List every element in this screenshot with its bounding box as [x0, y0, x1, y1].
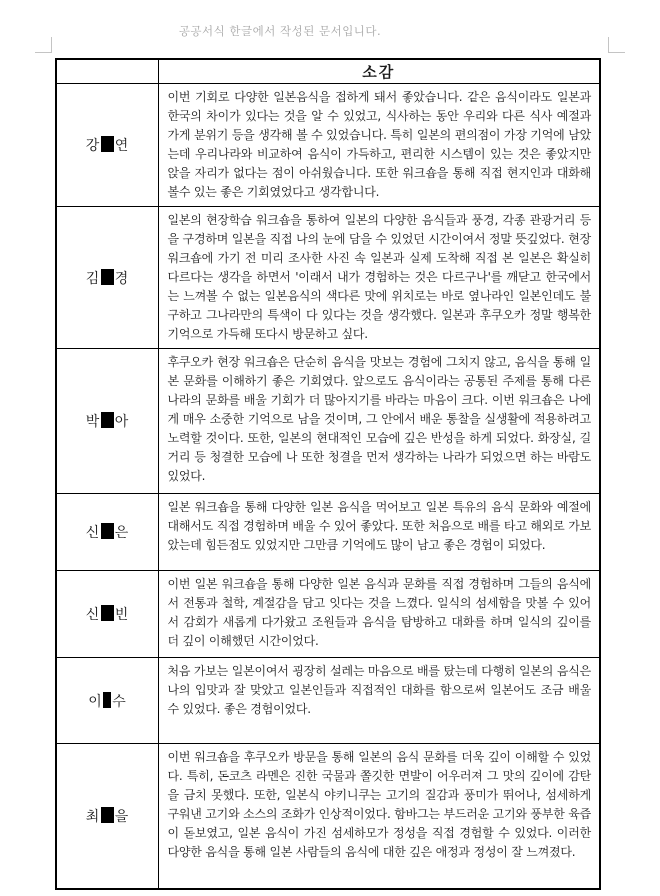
- document-source-note: 공공서식 한글에서 작성된 문서입니다.: [178, 24, 382, 38]
- table-row: [56, 571, 600, 658]
- page-corner-mark-left: [35, 37, 52, 53]
- name-text: 경: [114, 270, 129, 287]
- redaction-box: [101, 412, 114, 428]
- table-row: [56, 349, 600, 494]
- name-text: 빈: [114, 607, 129, 623]
- reflection-text: 후쿠오카 현장 워크숍은 단순히 음식을 맛보는 경험에 그치지 않고, 음식을 통해 일본 문화를 이해하기 좋은 기회였다. 앞으로도 음식이라는 공통된 주제를 통해 다른 나라의 문화를 배울 기회가 더 많아지기를 바라는 마음이 크다. 이번 워크숍은 나에게 매우 소중한 기억으로 남을 것이며, 그 안에서 배운 통찰을 실생활에 적용하려고 노력할 것이다. 또한, 일본의 현대적인 모습에 깊은 반성을 하게 되었다. 화장실, 길거리 등 청결한 모습에 나 또한 청결을 먼저 생각하는 나라가 되었으면 하는 바람도 있었다.: [158, 349, 600, 494]
- table-row: [56, 207, 600, 349]
- name-text: 신: [85, 607, 100, 623]
- name-text: 김: [85, 270, 100, 287]
- table-row: [56, 744, 600, 889]
- student-name: [56, 744, 158, 889]
- redaction-box: [103, 692, 111, 708]
- student-name: [56, 207, 158, 349]
- reflection-text: 처음 가보는 일본이여서 굉장히 설레는 마음으로 배를 탔는데 다행히 일본의 음식은 나의 입맛과 잘 맞았고 일본인들과 직접적인 대화를 함으로써 일본어도 조금 배울 수 있었다. 좋은 경험이었다.: [158, 658, 600, 744]
- name-text: 신: [85, 525, 100, 541]
- reflection-text: 이번 워크숍을 후쿠오카 방문을 통해 일본의 음식 문화를 더욱 깊이 이해할 수 있었다. 특히, 돈코츠 라멘은 진한 국물과 쫄깃한 면발이 어우러져 그 맛의 깊이에 감탄을 금치 못했다. 또한, 일본식 야키니쿠는 고기의 질감과 풍미가 뛰어나, 섬세하게 구워낸 고기와 소스의 조화가 인상적이었다. 함바그는 부드러운 고기와 풍부한 육즙이 돋보였고, 일본 음식이 가진 섬세하모가 정성을 직접 경험할 수 있었다. 이러한 다양한 음식을 통해 일본 사람들의 음식에 대한 깊은 애정과 정성이 잘 느껴졌다.: [158, 744, 600, 889]
- redaction-box: [101, 136, 114, 152]
- name-text: 박: [85, 414, 100, 430]
- table-row: [56, 84, 600, 207]
- redaction-box: [101, 605, 114, 621]
- redaction-box: [101, 807, 114, 823]
- name-text: 수: [112, 693, 127, 710]
- header-empty-cell: [56, 59, 158, 84]
- student-name: [56, 658, 158, 744]
- name-text: 이: [88, 693, 103, 710]
- name-text: 을: [114, 808, 129, 825]
- table-header-row: [56, 59, 600, 84]
- name-text: 최: [85, 808, 100, 825]
- student-name: [56, 571, 158, 658]
- student-name: [56, 84, 158, 207]
- redaction-box: [101, 523, 114, 539]
- page-corner-mark-right: [608, 37, 625, 53]
- reflection-text: 이번 일본 워크숍을 통해 다양한 일본 음식과 문화를 직접 경험하며 그들의 음식에서 전통과 철학, 계절감을 담고 잇다는 것을 느꼈다. 일식의 섬세함을 맛볼 수 있어서 감회가 새롭게 다가왔고 조원들과 음식을 탐방하고 대화를 하며 일식의 깊이를 더 깊이 이해했던 시간이었다.: [158, 571, 600, 658]
- name-text: 아: [114, 414, 129, 430]
- reflection-text: 이번 기회로 다양한 일본음식을 접하게 돼서 좋았습니다. 같은 음식이라도 일본과 한국의 차이가 있다는 것을 알 수 있었고, 식사하는 동안 우리와 다른 식사 예절과 가게 분위기 등을 생각해 볼 수 있었습니다. 특히 일본의 편의점이 가장 기억에 남았는데 우리나라와 비교하여 음식이 가득하고, 편리한 시스템이 있는 것은 좋았지만 앉을 자리가 없다는 점이 아쉬웠습니다. 또한 워크숍을 통해 직접 현지인과 대화해 볼수 있는 좋은 기회였었다고 생각합니다.: [158, 84, 600, 207]
- reflection-table: [55, 58, 601, 890]
- reflection-text: 일본의 현장학습 워크숍을 통하여 일본의 다양한 음식들과 풍경, 각종 관광거리 등을 구경하며 일본을 직접 나의 눈에 담을 수 있었던 시간이여서 정말 뜻깊었다. 현장 워크숍에 가기 전 미리 조사한 사진 속 일본과 실제 도착해 직접 본 일본은 확실히 다르다는 생각을 하면서 '이래서 내가 경험하는 것은 다르구나'를 깨닫고 한국에서는 느껴볼 수 없는 일본음식의 색다른 맛에 위치로는 바로 옆나라인 일본인데도 불구하고 그나라만의 특색이 다 있다는 것을 생각했다. 일본과 후쿠오카 정말 행복한 기억으로 가득해 또다시 방문하고 싶다.: [158, 207, 600, 349]
- table-header-title: 소감: [158, 59, 600, 84]
- student-name: [56, 349, 158, 494]
- name-text: 연: [114, 138, 129, 154]
- redaction-box: [101, 269, 114, 285]
- reflection-text: 일본 워크숍을 통해 다양한 일본 음식을 먹어보고 일본 특유의 음식 문화와 예절에 대해서도 직접 경험하며 배울 수 있어 좋았다. 또한 처음으로 배를 타고 해외로 가보았는데 힘든점도 있었지만 그만큼 기억에도 많이 남고 좋은 경험이 되었다.: [158, 494, 600, 571]
- name-text: 은: [114, 525, 129, 541]
- table-row: [56, 658, 600, 744]
- name-text: 강: [85, 138, 100, 154]
- student-name: [56, 494, 158, 571]
- table-row: [56, 494, 600, 571]
